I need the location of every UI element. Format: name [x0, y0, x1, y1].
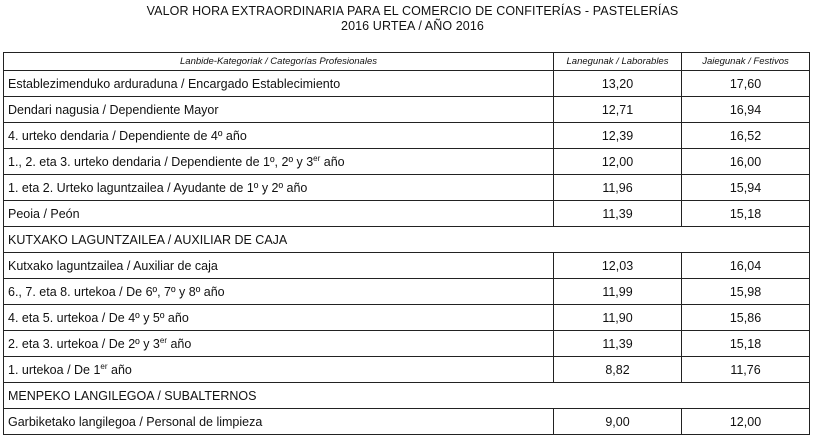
overtime-rates-table: [3, 52, 810, 435]
weekday-rate: 12,00: [554, 149, 682, 175]
section-row-cashier: [4, 227, 810, 253]
holiday-rate: 16,04: [682, 253, 810, 279]
table-row: [4, 331, 810, 357]
section-label: MENPEKO LANGILEGOA / SUBALTERNOS: [4, 383, 810, 409]
holiday-rate: 17,60: [682, 71, 810, 97]
table-row: [4, 97, 810, 123]
table-row: [4, 253, 810, 279]
weekday-rate: 11,96: [554, 175, 682, 201]
table-row: [4, 175, 810, 201]
weekday-rate: 11,39: [554, 201, 682, 227]
weekday-rate: 11,90: [554, 305, 682, 331]
weekday-rate: 8,82: [554, 357, 682, 383]
table-header-row: [4, 53, 810, 71]
weekday-rate: 12,03: [554, 253, 682, 279]
header-holiday: Jaiegunak / Festivos: [682, 53, 810, 71]
row-label-superscript: er: [159, 335, 167, 345]
holiday-rate: 16,00: [682, 149, 810, 175]
weekday-rate: 13,20: [554, 71, 682, 97]
row-label-main: 2. eta 3. urtekoa / De 2º y 3: [8, 336, 160, 351]
row-label: [4, 149, 554, 175]
row-label-tail: año: [167, 336, 192, 351]
table-row: [4, 123, 810, 149]
row-label: Establezimenduko arduraduna / Encargado Establecimiento: [4, 71, 554, 97]
weekday-rate: 11,39: [554, 331, 682, 357]
holiday-rate: 15,98: [682, 279, 810, 305]
section-row-subordinate: [4, 383, 810, 409]
row-label: Kutxako laguntzailea / Auxiliar de caja: [4, 253, 554, 279]
holiday-rate: 15,86: [682, 305, 810, 331]
row-label-superscript: er: [100, 361, 108, 371]
row-label: 6., 7. eta 8. urtekoa / De 6º, 7º y 8º año: [4, 279, 554, 305]
row-label: [4, 357, 554, 383]
weekday-rate: 12,71: [554, 97, 682, 123]
table-row: [4, 71, 810, 97]
row-label: Garbiketako langilegoa / Personal de limpieza: [4, 409, 554, 435]
table-row: [4, 305, 810, 331]
row-label: Dendari nagusia / Dependiente Mayor: [4, 97, 554, 123]
holiday-rate: 11,76: [682, 357, 810, 383]
row-label: 1. eta 2. Urteko laguntzailea / Ayudante de 1º y 2º año: [4, 175, 554, 201]
table-row: [4, 279, 810, 305]
weekday-rate: 12,39: [554, 123, 682, 149]
row-label: Peoia / Peón: [4, 201, 554, 227]
weekday-rate: 11,99: [554, 279, 682, 305]
row-label-tail: año: [107, 362, 132, 377]
row-label: 4. eta 5. urtekoa / De 4º y 5º año: [4, 305, 554, 331]
document-title: VALOR HORA EXTRAORDINARIA PARA EL COMERCIO DE CONFITERÍAS - PASTELERÍAS: [146, 4, 679, 18]
holiday-rate: 16,94: [682, 97, 810, 123]
header-category: Lanbide-Kategoriak / Categorías Profesionales: [4, 53, 554, 71]
holiday-rate: 12,00: [682, 409, 810, 435]
holiday-rate: 15,94: [682, 175, 810, 201]
row-label: [4, 331, 554, 357]
table-row: [4, 149, 810, 175]
holiday-rate: 15,18: [682, 331, 810, 357]
table-row: [4, 201, 810, 227]
header-weekday: Lanegunak / Laborables: [554, 53, 682, 71]
row-label-main: 1., 2. eta 3. urteko dendaria / Dependiente de 1º, 2º y 3: [8, 154, 314, 169]
section-label: KUTXAKO LAGUNTZAILEA / AUXILIAR DE CAJA: [4, 227, 810, 253]
row-label-main: 1. urtekoa / De 1: [8, 362, 101, 377]
document-subtitle-year: 2016 URTEA / AÑO 2016: [341, 19, 484, 33]
weekday-rate: 9,00: [554, 409, 682, 435]
row-label: 4. urteko dendaria / Dependiente de 4º año: [4, 123, 554, 149]
row-label-superscript: er: [313, 153, 321, 163]
holiday-rate: 16,52: [682, 123, 810, 149]
holiday-rate: 15,18: [682, 201, 810, 227]
table-row: [4, 357, 810, 383]
row-label-tail: año: [320, 154, 345, 169]
table-row: [4, 409, 810, 435]
